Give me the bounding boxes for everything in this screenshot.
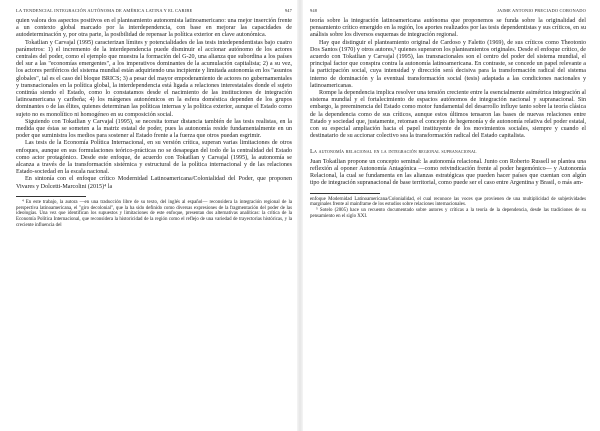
left-paragraph-3: Siguiendo con Tokatlian y Carvajal (1995), se necesita tomar distancia también de las tesis realistas, en la medida que éstas se someten a la matriz estatal de poder, pues la autonomía reside fundamentalmente en un poder que suministra los medios para sostener al Estado frente a la fuerza que otros puedan esgrimir. [16,118,292,140]
left-paragraph-5: En sintonía con el enfoque crítico Modernidad Latinoamericana/Colonialidad del Poder, que proponen Vivares y Dolcetti-Marcolini (2015)⁴ la [16,176,292,190]
right-footnote-rule [310,193,380,194]
right-body-text [310,18,586,220]
left-paragraph-1: quien valora dos aspectos positivos en el planteamiento autonomista latinoamericano: una mejor inserción frente a un contexto global marcado por la interdependencia, con base en mejorar las capacidades de autodeterminación y, por otra parte, la posibilidad de repensar la política exterior en clave autonómica. [16,18,292,39]
right-page-number: 948 [310,8,318,13]
right-page [310,0,586,431]
left-page-number: 947 [284,8,292,13]
right-footnote-continued: enfoque Modernidad Latinoamericana/Colonialidad, el cual reconoce las voces que provienen de una multiplicidad de subjetividades marginales frente al mainframe de los estudios sobre relaciones internacionales. [310,196,586,208]
right-running-head [310,8,586,16]
left-header-title: LA TENDENCIAL INTEGRACIÓN AUTÓNOMA DE AMÉRICA LATINA Y EL CARIBE [16,8,193,13]
section-paragraph: Juan Tokatlian propone un concepto seminal: la autonomía relacional. Junto con Roberto Russell se plantea una reflexión al oponer Autonomía Antagónica —como reivindicación frente al poder hegemónico— y Autonomía Relacional, la cual se fundamenta en las alianzas estratégicas que pueden hacer países que cuentan con algún tipo de integración supranacional de base territorial, como puede ser el caso entre Argentina y Brasil, o más am- [310,158,586,187]
right-header-title: JAIME ANTONIO PRECIADO CORONADO [497,8,586,13]
left-footnote-rule [16,196,86,197]
left-running-head [16,8,292,16]
section-heading: La autonomía relacional en la integración regional supranacional [310,148,477,156]
left-paragraph-4: Las tesis de la Economía Política Internacional, en su versión crítica, superan varias limitaciones de otros enfoques, aunque en sus formulaciones teórico-prácticas no se desapegan del todo de la centralidad del Estado como actor protagónico. Desde este enfoque, de acuerdo con Tokatlian y Carvajal (1995), la autonomía se alcanza a través de la transformación sistémica y estructural de la política internacional y de las relaciones Estado-sociedad en la escala nacional. [16,140,292,176]
left-body-text [16,18,292,229]
left-footnote: ⁴ En este trabajo, la autora —en una traducción libre de su texto, del inglés al español— reconsidera la integración regional de la perspectiva latinoamericana, el "giro decolonial", que la ha sido definido como diversas expresiones de la fragmentación del poder de las ideologías. Una vez que identifican los supuestos y limitaciones de este enfoque, presentan dos alternativas analíticas: la crítica de la Economía Política Internacional, que reconsidera la historicidad de la región como el reflejo de una variedad de trayectorias históricas, y la creciente influencia del [16,199,292,229]
right-paragraph-1: teoría sobre la integración latinoamericana autónoma que proponemos se funda sobre la originalidad del pensamiento crítico emergido en la región, los aportes realizados por las tesis dependentistas y sus críticos, en su análisis sobre los diversos esquemas de integración regional. [310,18,586,39]
right-footnote-5: ⁵ Sotelo (2005) hace un recuento documentado sobre autores y críticas a la teoría de la dependencia, desde las tradiciones de su pensamiento en el siglo XXI. [310,208,586,220]
left-paragraph-2: Tokatlian y Carvajal (1995) caracterizan límites y potencialidades de las tesis intedependentistas bajo cuatro parámetros: 1) el incremento de la interdependencia puede disminuir el accionar autónomo de los actores centrales del poder, como el ejemplo que muestra la formación del G-20, una alianza que subordina a los países del sur a las "economías emergentes", a los imperativos dominantes de la acumulación capitalista; 2) a su vez, los actores periféricos del sistema mundial están adquiriendo una incipiente y limitada autonomía en los "asuntos globales", tal es el caso del bloque BRICS; 3) a pesar del mayor empoderamiento de actores no gubernamentales y transnacionales en la política global, la interdependencia está ligada a relaciones interestatales donde el sujeto continúa siendo el Estado, como lo constatamos desde el nacimiento de las instituciones de integración latinoamericana y caribeña; 4) los márgenes autonómicos en la esfera doméstica dependen de los grupos dominantes o de las élites, quienes determinan las políticas internas y la política exterior, aunque el Estado como sujeto no es monolítico ni homogéneo en su composición social. [16,39,292,118]
right-paragraph-2: Hay que distinguir el planteamiento original de Cardoso y Faletto (1969), de sus críticos como Theotonio Dos Santos (1970) y otros autores,⁵ quienes superaron los planteamientos originales. Desde el enfoque crítico, de acuerdo con Tokatlian y Carvajal (1995), las transnacionales son el centro del poder del sistema mundial, el principal factor que conspira contra la autonomía latinoamericana. En contraste, se concede un papel relevante a la participación social, cuya intensidad y dirección será decisiva para la transformación radical del sistema interno de dominación y la eventual transformación social (tesis) adaptada a las condiciones nacionales y latinoamericanas. [310,39,586,89]
book-gutter [297,0,303,431]
left-page [16,0,292,431]
right-paragraph-3: Rompe la dependencia implica resolver una tensión creciente entre la esencialmente asimétrica integración al sistema mundial y el fortalecimiento de espacios autónomos de integración nacional y supranacional. Sin embargo, la preeminencia del Estado como motor fundamental del desarrollo influye tanto sobre la teoría clásica de la dependencia como de sus críticos, aunque estos últimos tensaron las bases de nuevas relaciones entre Estado y sociedad que, justamente, retoman el concepto de hegemonía y de autonomía relativa del poder estatal, con su especial ampliación hacia el papel instituyente de los movimientos sociales, siempre y cuando el destinatario de su accionar colectivo sea la transformación radical del Estado capitalista. [310,90,586,140]
